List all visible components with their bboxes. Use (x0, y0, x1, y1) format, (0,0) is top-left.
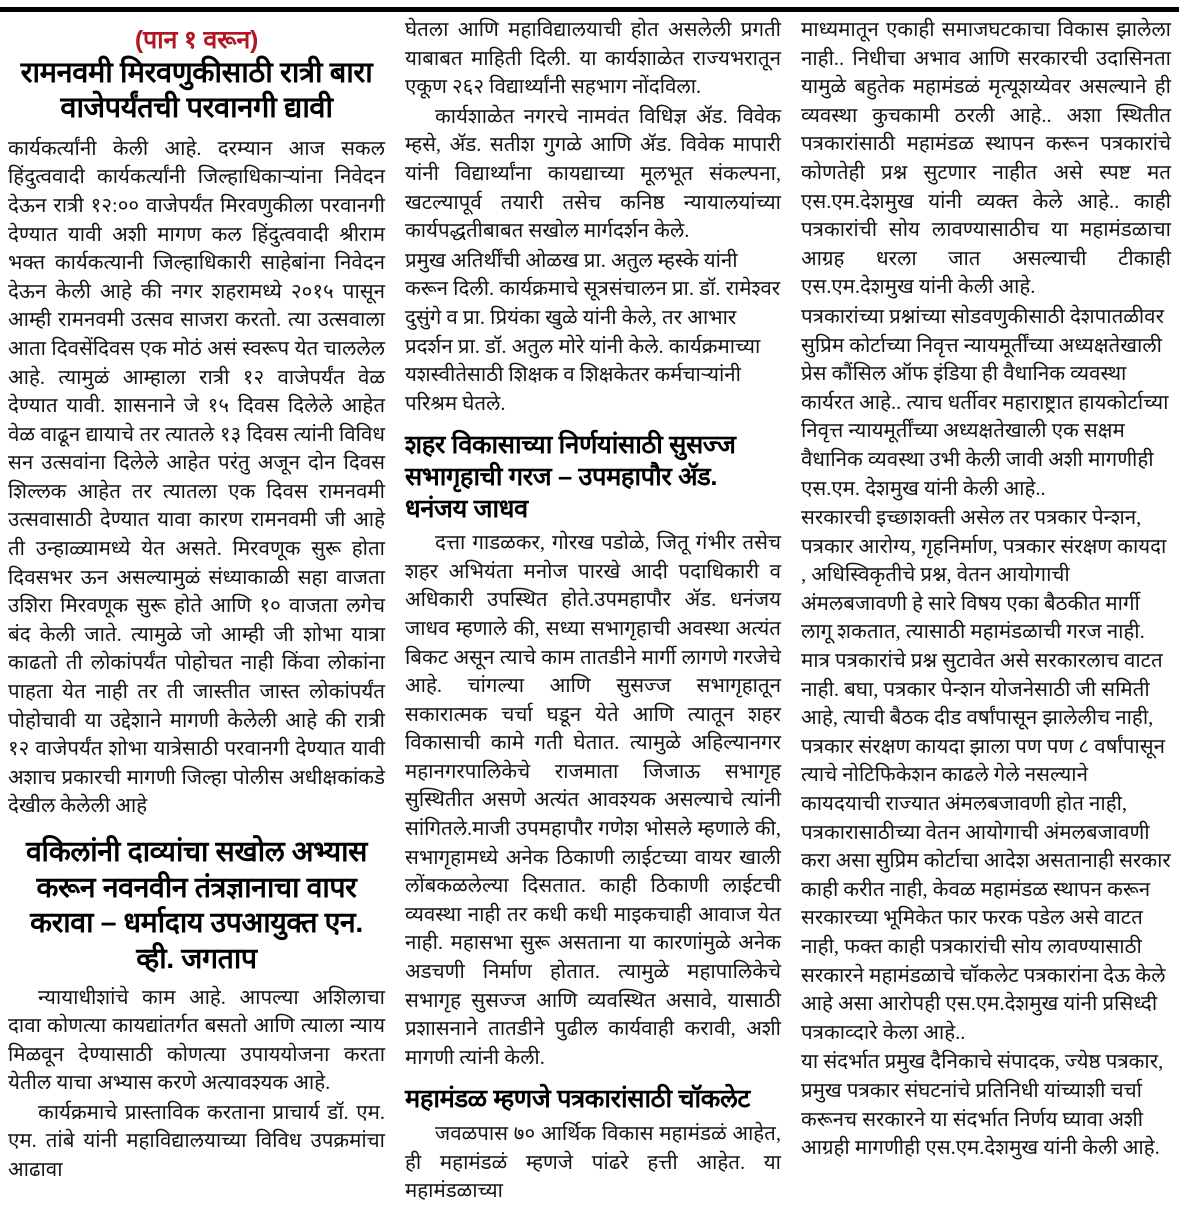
left-column-paragraph: कार्यकर्त्यांनी केली आहे. दरम्यान आज सकल हिंदुत्ववादी कार्यकर्त्यांनी जिल्हाधिकाऱ्यांना निवेदन देऊन रात्री १२:०० वाजेपर्यंत मिरवणुकीला परवानगी देण्यात यावी अशी मागण कल हिंदुत्ववादी श्रीराम भक्त कार्यकत्यानी जिल्हाधिकारी साहेबांना निवेदन देऊन केली आहे की नगर शहरामध्ये २०१५ पासून आम्ही रामनवमी उत्सव साजरा करतो. त्या उत्सवाला आता दिवसेंदिवस एक मोठं असं स्वरूप येत चाललेल आहे. त्यामुळं आम्हाला रात्री १२ वाजेपर्यंत वेळ देण्यात यावी. शासनाने जे १५ दिवस दिलेले आहेत वेळ वाढून द्यायाचे तर त्यातले १३ दिवस त्यांनी विविध सन उत्सवांना दिलेले आहेत परंतु अजून दोन दिवस शिल्लक आहेत तर त्यातला एक दिवस रामनवमी उत्सवासाठी देण्यात यावा कारण रामनवमी जी आहे ती उन्हाळ्यामध्ये येत असते. मिरवणूक सुरू होता दिवसभर ऊन असल्यामुळं संध्याकाळी सहा वाजता उशिरा मिरवणूक सुरू होते आणि १० वाजता लगेच बंद केली जाते. त्यामुळे जो आम्ही जी शोभा यात्रा काढतो ती लोकांपर्यंत पोहोचत नाही किंवा लोकांना पाहता येत नाही तर ती जास्तीत जास्त लोकांपर्यंत पोहोचावी या उद्देशाने मागणी केलेली आहे की रात्री १२ वाजेपर्यंत शोभा यात्रेसाठी परवानगी देण्यात यावी अशाच प्रकारची मागणी जिल्हा पोलीस अधीक्षकांकडे देखील केलेली आहे (8, 137, 385, 818)
right-column-paragraph: या संदर्भात प्रमुख दैनिकाचे संपादक, ज्येष्ठ पत्रकार, प्रमुख पत्रकार संघटनांचे प्रतिनिधी यांच्याशी चर्चा करूनच सरकारने या संदर्भात निर्णय घ्यावा अशी आग्रही मागणीही एस.एम.देशमुख यांनी केली आहे. (801, 1051, 1164, 1160)
middle-column-paragraph: प्रमुख अतिर्थींची ओळख प्रा. अतुल म्हस्के यांनी करून दिली. कार्यक्रमाचे सूत्रसंचालन प्रा. डॉ. रामेश्वर दुसुंगे व प्रा. प्रियंका खुळे यांनी केले, तर आभार प्रदर्शन प्रा. डॉ. अतुल मोरे यांनी केले. कार्यक्रमाच्या यशस्वीतेसाठी शिक्षक व शिक्षकेतर कर्मचाऱ्यांनी परिश्रम घेतले. (405, 249, 781, 415)
middle-column-headline: शहर विकासाच्या निर्णयांसाठी सुसज्ज सभागृहाची गरज – उपमहापौर ॲड. धनंजय जाधव (405, 431, 736, 523)
right-column-paragraph: माध्यमातून एकाही समाजघटकाचा विकास झालेला नाही.. निधीचा अभाव आणि सरकारची उदासिनता यामुळे बहुतेक महामंडळं मृत्यूशय्येवर असल्याने ही व्यवस्था कुचकामी ठरली आहे.. अशा स्थितीत पत्रकारांसाठी महामंडळ स्थापन करून पत्रकारांचे कोणतेही प्रश्न सुटणार नाहीत असे स्पष्ट मत एस.एम.देशमुख यांनी व्यक्त केले आहे.. काही पत्रकारांची सोय लावण्यासाठीच या महामंडळाचा आग्रह धरला जात असल्याची टीकाही एस.एम.देशमुख यांनी केली आहे. (801, 19, 1171, 299)
middle-column (395, 16, 791, 1206)
middle-column-paragraph: घेतला आणि महाविद्यालयाची होत असलेली प्रगती याबाबत माहिती दिली. या कार्यशाळेत राज्यभरातून एकूण २६२ विद्यार्थ्यांनी सहभाग नोंदविला. (405, 19, 781, 99)
middle-column-second-headline: महामंडळ म्हणजे पत्रकारांसाठी चॉकलेट (405, 1085, 750, 1114)
page-top-rule (0, 7, 1179, 12)
left-column-paragraph: न्यायाधीशांचे काम आहे. आपल्या अशिलाचा दावा कोणत्या कायद्यांतर्गत बसतो आणि त्याला न्याय मिळवून देण्यासाठी कोणत्या उपाययोजना करता येतील याचा अभ्यास करणे अत्यावश्यक आहे. (8, 986, 385, 1095)
right-column-paragraph: सरकारची इच्छाशक्ती असेल तर पत्रकार पेन्शन, पत्रकार आरोग्य, गृहनिर्माण, पत्रकार संरक्षण कायदा , अधिस्विकृतीचे प्रश्न, वेतन आयोगाची अंमलबजावणी हे सारे विषय एका बैठकीत मार्गी लागू शकतात, त्यासाठी महामंडळाची गरज नाही. मात्र पत्रकारांचे प्रश्न सुटावेत असे सरकारलाच वाटत नाही. बघा, पत्रकार पेन्शन योजनेसाठी जी समिती आहे, त्याची बैठक दीड वर्षांपासून झालेलीच नाही, पत्रकार संरक्षण कायदा झाला पण पण ८ वर्षांपासून त्याचे नोटिफिकेशन काढले गेले नसल्याने कायदयाची राज्यात अंमलबजावणी होत नाही, पत्रकारासाठीच्या वेतन आयोगाची अंमलबजावणी करा असा सुप्रिम कोर्टाचा आदेश असतानाही सरकार काही करीत नाही, केवळ महामंडळ स्थापन करून सरकारच्या भूमिकेत फार फरक पडेल असे वाटत नाही, फक्त काही पत्रकारांची सोय लावण्यासाठी सरकारने महामंडळाचे चॉकलेट पत्रकारांना देऊ केले आहे असा आरोपही एस.एम.देशमुख यांनी प्रसिध्दी पत्रकाव्दारे केला आहे.. (801, 507, 1171, 1044)
continued-from-page-kicker: (पान १ वरून) (134, 26, 259, 54)
three-column-layout (0, 16, 1179, 1203)
middle-column-paragraph: जवळपास ७० आर्थिक विकास महामंडळं आहेत, ही महामंडळं म्हणजे पांढरे हत्ती आहेत. या महामंडळाच्या (405, 1123, 781, 1203)
right-column-paragraph: पत्रकारांच्या प्रश्नांच्या सोडवणुकीसाठी देशपातळीवर सुप्रिम कोर्टाच्या निवृत्त न्यायमूर्तींच्या अध्यक्षतेखाली प्रेस कौंसिल ऑफ इंडिया ही वैधानिक व्यवस्था कार्यरत आहे.. त्याच धर्तीवर महाराष्ट्रात हायकोर्टाच्या निवृत्त न्यायमूर्तींच्या अध्यक्षतेखाली एक सक्षम वैधानिक व्यवस्था उभी केली जावी अशी मागणीही एस.एम. देशमुख यांनी केली आहे.. (801, 305, 1169, 500)
middle-column-paragraph: कार्यशाळेत नगरचे नामवंत विधिज्ञ ॲड. विवेक म्हसे, ॲड. सतीश गुगळे आणि ॲड. विवेक मापारी यांनी विद्यार्थ्यांना कायद्याच्या मूलभूत संकल्पना, खटल्यापूर्व तयारी तसेच कनिष्ठ न्यायालयांच्या कार्यपद्धतीबाबत सखोल मार्गदर्शन केले. (405, 105, 781, 243)
middle-column-paragraph: दत्ता गाडळकर, गोरख पडोळे, जितू गंभीर तसेच शहर अभियंता मनोज पारखे आदी पदाधिकारी व अधिकारी उपस्थित होते.उपमहापौर ॲड. धनंजय जाधव म्हणाले की, सध्या सभागृहाची अवस्था अत्यंत बिकट असून त्याचे काम तातडीने मार्गी लागणे गरजेचे आहे. चांगल्या आणि सुसज्ज सभागृहातून सकारात्मक चर्चा घडून येते आणि त्यातून शहर विकासाची कामे गती घेतात. त्यामुळे अहिल्यानगर महानगरपालिकेचे राजमाता जिजाऊ सभागृह सुस्थितीत असणे अत्यंत आवश्यक असल्याचे त्यांनी सांगितले.माजी उपमहापौर गणेश भोसले म्हणाले की, सभागृहामध्ये अनेक ठिकाणी लाईटच्या वायर खाली लोंबकळलेल्या दिसतात. काही ठिकाणी लाईटची व्यवस्था नाही तर कधी कधी माइकचाही आवाज येत नाही. महासभा सुरू असताना या कारणांमुळे अनेक अडचणी निर्माण होतात. त्यामुळे महापालिकेचे सभागृह सुसज्ज आणि व्यवस्थित असावे, यासाठी प्रशासनाने तातडीने पुढील कार्यवाही करावी, अशी मागणी त्यांनी केली. (405, 532, 781, 1069)
left-column-paragraph: कार्यक्रमाचे प्रास्ताविक करताना प्राचार्य डॉ. एम. एम. तांबे यांनी महाविद्यालयाच्या विविध उपक्रमांचा आढावा (8, 1101, 385, 1182)
right-column (791, 16, 1179, 1164)
left-column-headline: रामनवमी मिरवणुकीसाठी रात्री बारा वाजेपर्यंतची परवानगी द्यावी (20, 57, 373, 125)
left-column-second-headline: वकिलांनी दाव्यांचा सखोल अभ्यास करून नवनवीन तंत्रज्ञानाचा वापर करावा – धर्मादाय उपआयुक्त एन. व्ही. जगताप (26, 836, 367, 975)
left-column (0, 16, 395, 1186)
